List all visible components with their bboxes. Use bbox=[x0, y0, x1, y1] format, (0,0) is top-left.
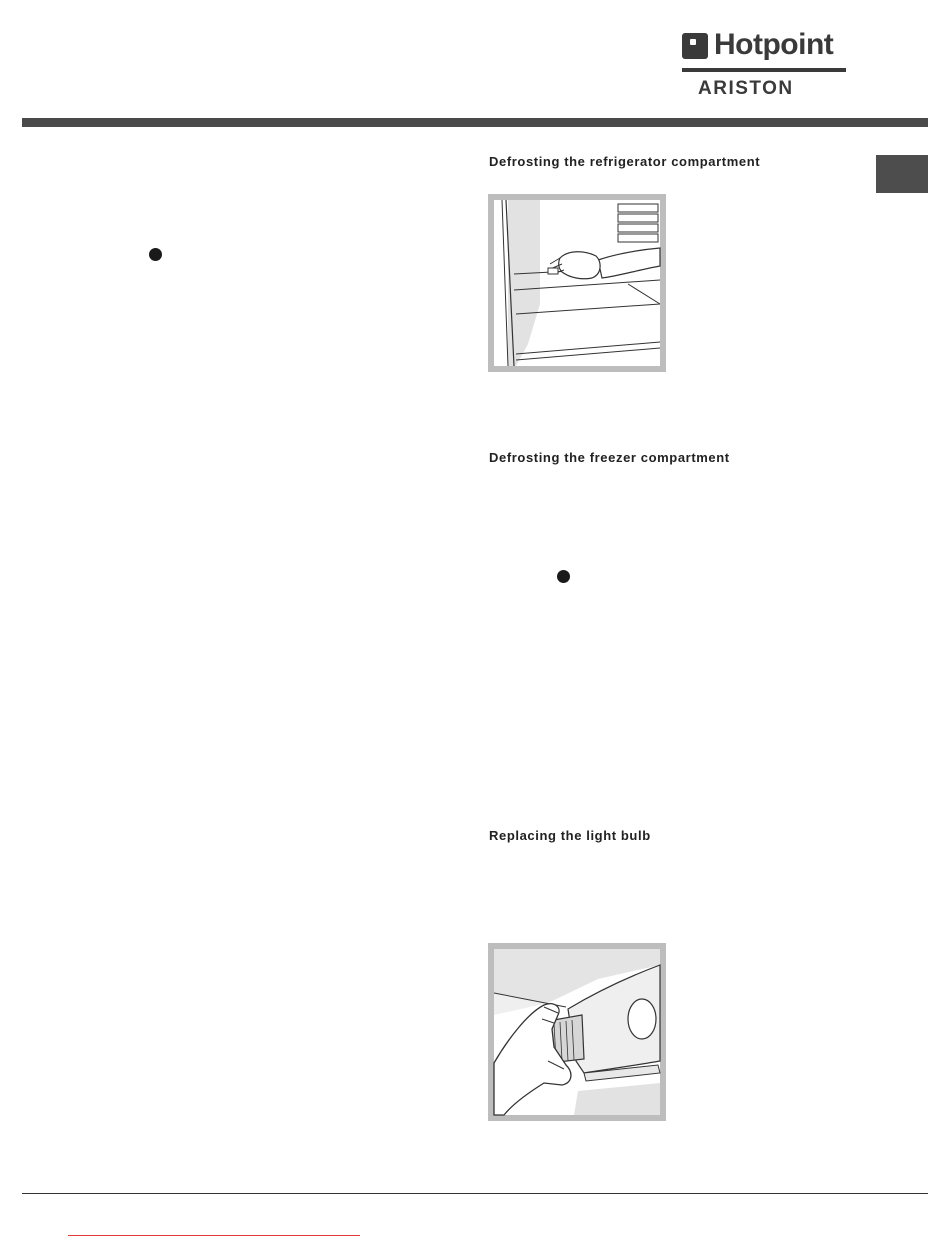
refrigerator-defrost-illustration bbox=[488, 194, 666, 372]
heading-refrigerator-defrost: Defrosting the refrigerator compartment bbox=[489, 154, 761, 169]
heading-freezer-defrost: Defrosting the freezer compartment bbox=[489, 450, 730, 465]
logo-mark-icon bbox=[682, 33, 708, 59]
light-bulb-replacement-illustration bbox=[488, 943, 666, 1121]
language-tab bbox=[876, 155, 928, 193]
footer-rule bbox=[22, 1193, 928, 1194]
brand-name: Hotpoint bbox=[714, 28, 834, 61]
bullet-marker bbox=[557, 570, 570, 583]
logo-divider bbox=[682, 68, 846, 72]
header-rule bbox=[22, 118, 928, 127]
footer-accent-line bbox=[68, 1235, 360, 1236]
bullet-marker bbox=[149, 248, 162, 261]
heading-replace-light-bulb: Replacing the light bulb bbox=[489, 828, 651, 843]
brand-sub-name: ARISTON bbox=[698, 78, 794, 99]
hotpoint-ariston-logo bbox=[680, 28, 848, 100]
